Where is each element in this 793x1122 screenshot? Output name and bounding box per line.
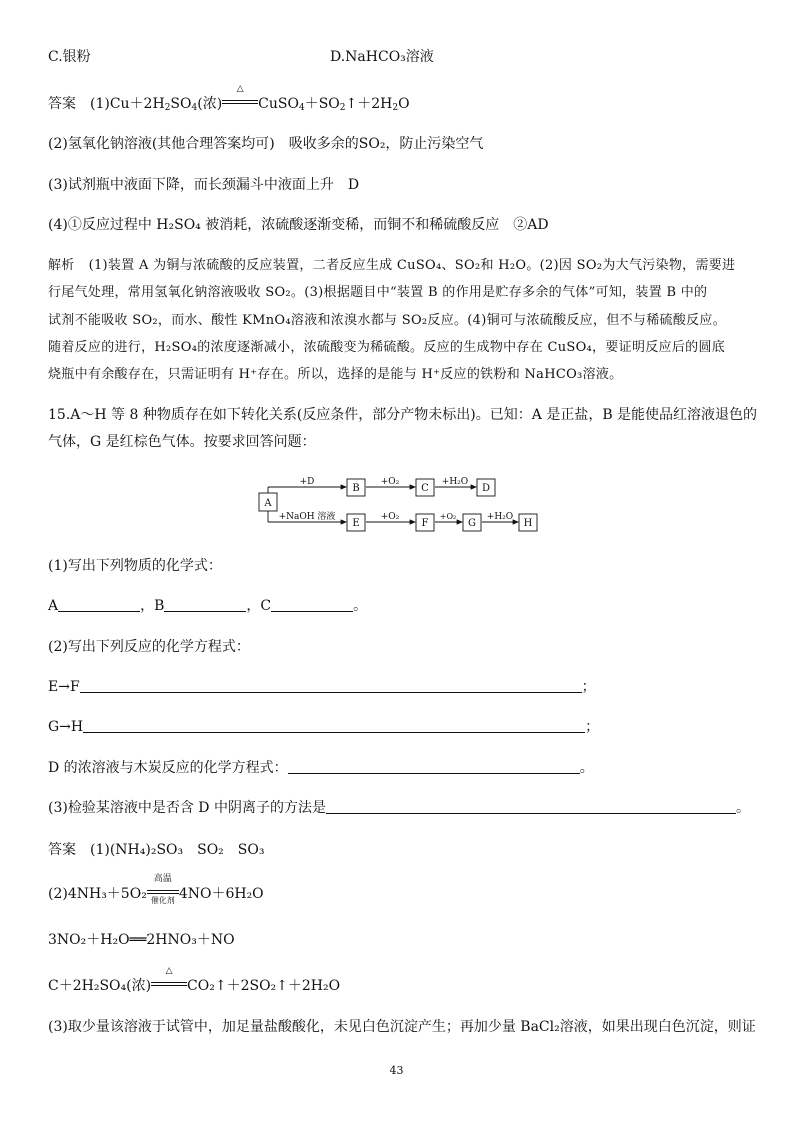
node-h-label: H [523, 518, 533, 529]
label-plus-h2o-gh: +H₂O [486, 512, 514, 522]
analysis-line5: 烧瓶中有余酸存在，只需证明有 H⁺存在。所以，选择的是能与 H⁺反应的铁粉和 NaHCO₃溶液。 [48, 367, 623, 382]
node-f-label: F [421, 518, 429, 529]
analysis-line2: 行尾气处理，常用氢氧化钠溶液吸收 SO₂。(3)根据题目中“装置 B 的作用是贮存多余的气体”可知，装置 B 中的 [48, 285, 708, 300]
answer14-line3: (3)试剂瓶中液面下降，而长颈漏斗中液面上升 D [48, 177, 360, 193]
node-e-label: E [352, 518, 360, 529]
page-number: 43 [389, 1064, 404, 1077]
answer14-line2: (2)氢氧化钠溶液(其他合理答案均可) 吸收多余的SO₂，防止污染空气 [48, 136, 484, 152]
label-plus-o2-top: +O₂ [380, 477, 400, 487]
catalyst-condition: 高温 催化剂 [147, 884, 179, 904]
label-plus-o2-ef: +O₂ [380, 512, 400, 522]
node-b-label: B [352, 483, 360, 494]
answer15-line3: 3NO₂＋H₂O══2HNO₃＋NO [48, 932, 235, 948]
q15-part2-ef: E→F ； [48, 679, 596, 695]
answer-label: 答案 [48, 96, 76, 112]
answer15-line2: (2)4NH₃＋5O₂ 高温 催化剂 4NO＋6H₂O [48, 874, 264, 905]
blank-e-f[interactable] [80, 678, 582, 693]
answer-label: 答案 [48, 842, 76, 858]
label-plus-h2o-top: +H₂O [441, 477, 469, 487]
blank-c[interactable] [271, 597, 353, 612]
blank-d[interactable] [288, 759, 580, 774]
answer15-line5: (3)取少量该溶液于试管中，加足量盐酸酸化，未见白色沉淀产生；再加少量 BaCl₂溶液，如果出现白色沉淀，则证 [48, 1019, 756, 1035]
node-d-label: D [481, 483, 491, 494]
analysis-label: 解析 [48, 258, 75, 273]
q15-part2-d: D 的浓溶液与木炭反应的化学方程式： 。 [48, 760, 594, 776]
node-c-label: C [421, 483, 429, 494]
answer15-line1: 答案 (1)(NH₄)₂SO₃ SO₂ SO₃ [48, 842, 265, 858]
analysis-line4: 随着反应的进行，H₂SO₄的浓度逐渐减小，浓硫酸变为稀硫酸。反应的生成物中存在 CuSO₄，要证明反应后的圆底 [48, 340, 726, 355]
reaction-condition: △ [222, 94, 258, 114]
option-c: C.银粉 [48, 49, 91, 65]
blank-b[interactable] [164, 597, 246, 612]
analysis-line1: 解析 (1)装置 A 为铜与浓硫酸的反应装置，二者反应生成 CuSO₄、SO₂和 H₂O。(2)因 SO₂为大气污染物，需要进 [48, 258, 736, 273]
label-plus-d: +D [299, 477, 315, 487]
node-g-label: G [468, 518, 476, 529]
blank-g-h[interactable] [83, 718, 585, 733]
answer14-line4: (4)①反应过程中 H₂SO₄ 被消耗，浓硫酸逐渐变稀，而铜不和稀硫酸反应 ②AD [48, 217, 549, 233]
q15-stem-line2: 气体，G 是红棕色气体。按要求回答问题： [48, 434, 316, 450]
conversion-diagram [255, 470, 545, 540]
answer15-line4: C＋2H₂SO₄(浓) △ CO₂↑＋2SO₂↑＋2H₂O [48, 966, 341, 994]
node-a-label: A [264, 498, 272, 509]
q15-part1: (1)写出下列物质的化学式： [48, 558, 222, 574]
option-d: D.NaHCO₃溶液 [330, 49, 434, 65]
label-plus-o2-fg: +O₂ [439, 512, 457, 521]
label-plus-naoh: +NaOH 溶液 [278, 512, 336, 522]
q15-part2: (2)写出下列反应的化学方程式： [48, 639, 250, 655]
q15-part3: (3)检验某溶液中是否含 D 中阴离子的方法是 。 [48, 800, 750, 816]
q15-stem-line1: 15.A～H 等 8 种物质存在如下转化关系(反应条件，部分产物未标出)。已知：A 是正盐，B 是能使品红溶液退色的 [48, 407, 758, 423]
blank-method[interactable] [326, 799, 736, 814]
analysis-line3: 试剂不能吸收 SO₂，而水、酸性 KMnO₄溶液和浓溴水都与 SO₂反应。(4)铜可与浓硫酸反应，但不与稀硫酸反应。 [48, 313, 727, 328]
blank-a[interactable] [58, 597, 140, 612]
heat-condition: △ [151, 976, 187, 996]
q15-part1-blanks: A ，B ，C 。 [48, 598, 368, 614]
q15-part2-gh: G→H ； [48, 719, 600, 735]
answer14-line1: 答案 $(1)Cu+2H_2SO_4$(浓) △ $CuSO_4+SO_2↑+2H_2O$ [48, 84, 410, 113]
